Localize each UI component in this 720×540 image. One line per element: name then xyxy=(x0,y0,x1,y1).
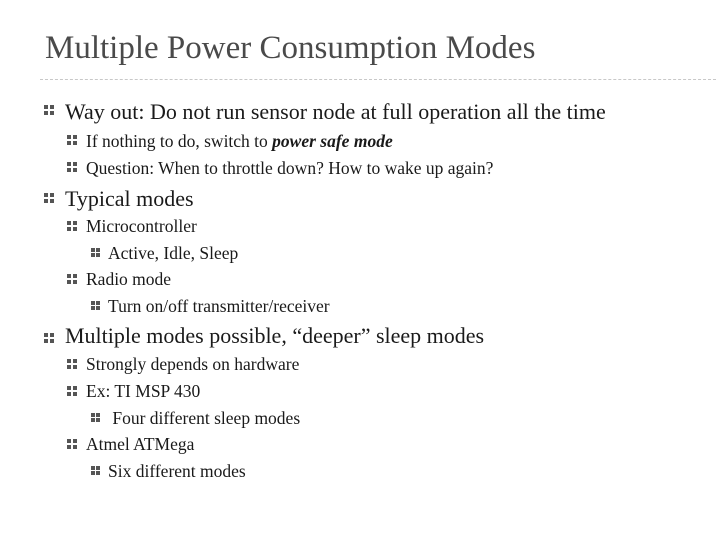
bullet-icon xyxy=(90,412,101,423)
bullet-microcontroller: Microcontroller xyxy=(86,216,197,236)
bullet-active-idle-sleep: Active, Idle, Sleep xyxy=(108,243,239,263)
bullet-power-safe xyxy=(86,131,393,152)
bullet-icon xyxy=(66,161,78,173)
bullet-power-safe-prefix: If nothing to do, switch to xyxy=(86,131,273,151)
bullet-icon xyxy=(90,247,101,258)
bullet-hardware: Strongly depends on hardware xyxy=(86,354,300,374)
bullet-ti-msp430: Ex: TI MSP 430 xyxy=(86,381,201,401)
title-divider xyxy=(40,79,716,80)
bullet-icon xyxy=(42,331,56,345)
bullet-icon xyxy=(90,300,101,311)
bullet-icon xyxy=(42,191,56,205)
bullet-icon xyxy=(66,134,78,146)
bullet-icon xyxy=(90,465,101,476)
bullet-way-out: Way out: Do not run sensor node at full operation all the time xyxy=(65,99,606,124)
bullet-six-modes: Six different modes xyxy=(108,461,246,481)
bullet-transmitter-receiver: Turn on/off transmitter/receiver xyxy=(108,296,330,316)
slide-title: Multiple Power Consumption Modes xyxy=(45,30,536,66)
bullet-icon xyxy=(66,358,78,370)
bullet-radio-mode: Radio mode xyxy=(86,269,172,289)
bullet-icon xyxy=(66,220,78,232)
bullet-icon xyxy=(66,385,78,397)
bullet-icon xyxy=(66,273,78,285)
bullet-icon xyxy=(66,438,78,450)
power-safe-mode-emphasis: power safe mode xyxy=(272,131,393,151)
bullet-four-sleep-modes: Four different sleep modes xyxy=(108,408,301,428)
bullet-multiple-modes: Multiple modes possible, “deeper” sleep modes xyxy=(65,323,485,348)
bullet-icon xyxy=(42,103,56,117)
bullet-typical-modes: Typical modes xyxy=(65,186,194,211)
bullet-question: Question: When to throttle down? How to wake up again? xyxy=(86,158,494,178)
bullet-atmel: Atmel ATMega xyxy=(86,434,195,454)
